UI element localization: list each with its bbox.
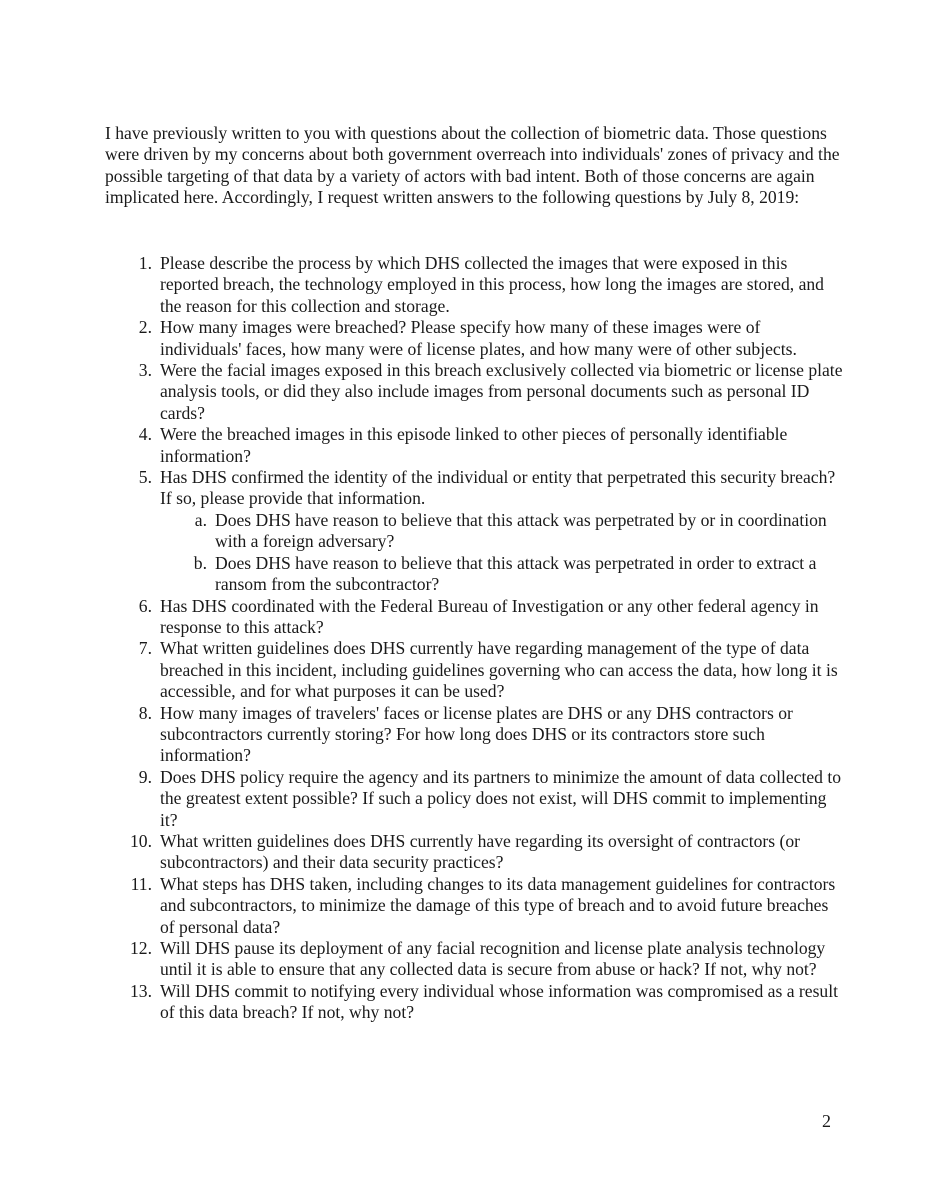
question-number: 6. xyxy=(138,595,152,616)
question-number: 4. xyxy=(138,424,152,445)
question-number: 1. xyxy=(138,253,152,273)
question-item xyxy=(105,767,845,831)
question-number: 9. xyxy=(138,766,152,787)
question-number: 11. xyxy=(130,873,152,894)
question-item xyxy=(105,467,845,595)
question-number: 3. xyxy=(138,360,152,381)
question-number: 10. xyxy=(130,830,152,851)
question-item xyxy=(105,596,845,639)
question-item xyxy=(105,703,845,767)
question-text: How many images were breached? Please specify how many of these images were of individuals' faces, how many were of license plates, and how many were of other subjects. xyxy=(160,317,797,359)
question-item xyxy=(105,981,845,1024)
sub-question-list xyxy=(160,510,845,596)
question-text: What written guidelines does DHS currently have regarding management of the type of data breached in this incident, including guidelines governing who can access the data, how long it is accessible, and for what purposes it can be used? xyxy=(160,638,838,702)
question-text: What written guidelines does DHS currently have regarding its oversight of contractors (or subcontractors) and their data security practices? xyxy=(160,830,801,873)
question-text: Please describe the process by which DHS collected the images that were exposed in this reported breach, the technology employed in this process, how long the images are stored, and the reason for this collection and storage. xyxy=(160,253,824,316)
question-item xyxy=(105,424,845,467)
question-text: Has DHS confirmed the identity of the individual or entity that perpetrated this security breach? If so, please provide that information. xyxy=(160,467,836,509)
question-item xyxy=(105,638,845,702)
sub-question-text: Does DHS have reason to believe that this attack was perpetrated by or in coordination with a foreign adversary? xyxy=(215,509,827,552)
sub-question-item xyxy=(160,510,845,553)
question-item xyxy=(105,874,845,938)
question-text: What steps has DHS taken, including changes to its data management guidelines for contractors and subcontractors, to minimize the damage of this type of breach and to avoid future breaches of personal data? xyxy=(160,873,836,937)
question-number: 7. xyxy=(138,638,152,659)
intro-paragraph: I have previously written to you with questions about the collection of biometric data. Those questions were driven by my concerns about both government overreach into individuals' zones of privacy and the possible targeting of that data by a variety of actors with bad intent. Both of those concerns are again implicated here. Accordingly, I request written answers to the following questions by July 8, 2019: xyxy=(105,123,840,208)
question-item xyxy=(105,938,845,981)
question-item xyxy=(105,360,845,424)
question-item xyxy=(105,831,845,874)
question-text: Has DHS coordinated with the Federal Bureau of Investigation or any other federal agency in response to this attack? xyxy=(160,595,819,637)
question-number: 2. xyxy=(138,317,152,338)
question-number: 12. xyxy=(130,938,152,958)
questions-list xyxy=(105,253,845,1024)
question-number: 5. xyxy=(138,467,152,488)
sub-question-text: Does DHS have reason to believe that this attack was perpetrated in order to extract a ransom from the subcontractor? xyxy=(215,552,817,595)
question-text: Will DHS commit to notifying every individual whose information was compromised as a result of this data breach? If not, why not? xyxy=(160,980,839,1023)
question-text: Will DHS pause its deployment of any facial recognition and license plate analysis technology until it is able to ensure that any collected data is secure from abuse or hack? If not, why not? xyxy=(160,938,826,980)
question-text: How many images of travelers' faces or license plates are DHS or any DHS contractors or subcontractors currently storing? For how long does DHS or its contractors store such information? xyxy=(160,702,793,766)
sub-question-item xyxy=(160,553,845,596)
question-item xyxy=(105,253,845,317)
sub-question-letter: b. xyxy=(193,552,207,573)
sub-question-letter: a. xyxy=(194,509,207,530)
question-item xyxy=(105,317,845,360)
question-number: 13. xyxy=(130,980,152,1001)
page-number: 2 xyxy=(822,1111,831,1131)
question-text: Were the facial images exposed in this breach exclusively collected via biometric or license plate analysis tools, or did they also include images from personal documents such as personal ID cards? xyxy=(160,360,843,423)
question-number: 8. xyxy=(138,702,152,723)
question-text: Were the breached images in this episode linked to other pieces of personally identifiable information? xyxy=(160,424,788,466)
question-text: Does DHS policy require the agency and its partners to minimize the amount of data collected to the greatest extent possible? If such a policy does not exist, will DHS commit to implementing it? xyxy=(160,766,842,830)
